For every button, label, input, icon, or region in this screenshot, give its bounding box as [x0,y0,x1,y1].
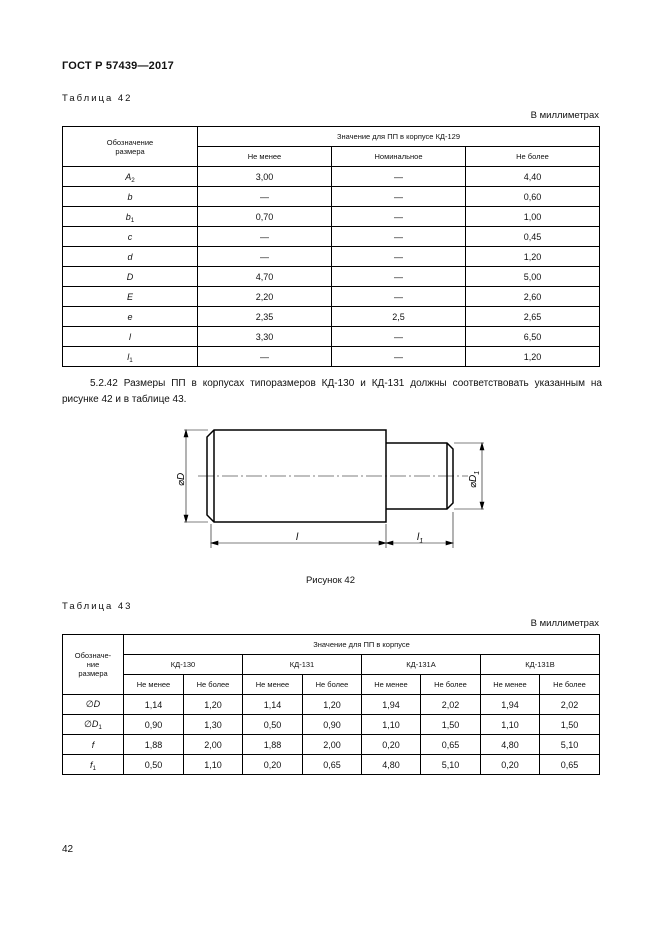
table-row [63,735,600,755]
value-cell-nom: — [332,167,466,187]
value-cell: 0,65 [421,735,481,755]
section-paragraph-5-2-42: 5.2.42 Размеры ПП в корпусах типоразмеров КД-130 и КД-131 должны соответствовать указанным на рисунке 42 и в таблице 43. [62,378,602,405]
figure-42-drawing [170,422,500,552]
table-43-designation-header: Обозначе- ние размера [63,635,124,695]
designation-cell: e [63,307,198,327]
label-length-l: l [296,532,299,543]
table-row [63,207,600,227]
value-cell-min: 2,20 [198,287,332,307]
value-cell-max: 1,00 [466,207,600,227]
value-cell-min: — [198,187,332,207]
value-cell-max: 4,40 [466,167,600,187]
value-cell: 0,50 [124,755,184,775]
designation-cell: c [63,227,198,247]
table-43-units: В миллиметрах [530,618,599,629]
designation-cell: l [63,327,198,347]
value-cell: 1,14 [124,695,184,715]
designation-cell: D [63,267,198,287]
table-43-col-max: Не более [421,675,481,695]
value-cell: 2,02 [540,695,600,715]
label-dia-D1: $⌀D_1$ [468,470,481,488]
table-42-group-header: Значение для ПП в корпусе КД-129 [198,127,600,147]
value-cell-max: 1,20 [466,347,600,367]
table-row [63,695,600,715]
table-43-col-min: Не менее [481,675,540,695]
value-cell-nom: — [332,347,466,367]
value-cell-nom: — [332,207,466,227]
designation-cell: $f_1$ [63,755,124,775]
designation-cell: $A_2$ [63,167,198,187]
value-cell-max: 2,65 [466,307,600,327]
value-cell: 4,80 [481,735,540,755]
table-42 [62,126,600,367]
table-row [63,227,600,247]
value-cell-max: 0,45 [466,227,600,247]
value-cell-nom: — [332,287,466,307]
table-row [63,307,600,327]
value-cell-nom: — [332,267,466,287]
table-42-designation-header: Обозначение размера [63,127,198,167]
designation-cell: f [63,735,124,755]
table-42-col-max: Не более [466,147,600,167]
value-cell-max: 5,00 [466,267,600,287]
table-43-col-max: Не более [540,675,600,695]
table-42-caption: Таблица 42 [62,93,133,104]
value-cell-nom: 2,5 [332,307,466,327]
value-cell: 1,30 [184,715,243,735]
value-cell: 1,88 [243,735,303,755]
designation-cell: $b_1$ [63,207,198,227]
value-cell: 2,02 [421,695,481,715]
value-cell: 1,14 [243,695,303,715]
designation-cell: d [63,247,198,267]
value-cell-max: 1,20 [466,247,600,267]
value-cell-min: — [198,227,332,247]
value-cell: 0,65 [540,755,600,775]
table-row [63,755,600,775]
value-cell-min: 3,30 [198,327,332,347]
value-cell: 1,20 [303,695,362,715]
table-row [63,347,600,367]
label-length-l1: $l_1$ [417,532,424,545]
table-43-package-header: КД-131В [481,655,600,675]
value-cell: 0,50 [243,715,303,735]
table-43-package-header: КД-131А [362,655,481,675]
value-cell: 1,94 [481,695,540,715]
value-cell-min: — [198,247,332,267]
table-43-package-header: КД-130 [124,655,243,675]
value-cell: 2,00 [303,735,362,755]
value-cell: 5,10 [540,735,600,755]
value-cell-max: 6,50 [466,327,600,347]
value-cell: 1,10 [362,715,421,735]
table-row [63,287,600,307]
value-cell: 0,90 [124,715,184,735]
value-cell-nom: — [332,327,466,347]
value-cell-max: 2,60 [466,287,600,307]
value-cell: 4,80 [362,755,421,775]
value-cell: 0,65 [303,755,362,775]
table-43-col-min: Не менее [124,675,184,695]
table-row [63,715,600,735]
table-42-col-nominal: Номинальное [332,147,466,167]
value-cell-max: 0,60 [466,187,600,207]
table-43-col-max: Не более [303,675,362,695]
table-43-col-max: Не более [184,675,243,695]
value-cell: 0,20 [362,735,421,755]
table-42-units: В миллиметрах [530,110,599,121]
value-cell: 1,50 [421,715,481,735]
table-row [63,267,600,287]
table-42-col-min: Не менее [198,147,332,167]
label-dia-D: ⌀D [176,472,187,486]
value-cell-nom: — [332,187,466,207]
designation-cell: ∅D [63,695,124,715]
designation-cell: $\emptyset D_1$ [63,715,124,735]
document-standard-header: ГОСТ Р 57439—2017 [62,60,174,72]
value-cell: 1,20 [184,695,243,715]
table-43 [62,634,600,775]
table-43-group-header: Значение для ПП в корпусе [124,635,600,655]
value-cell: 0,20 [481,755,540,775]
value-cell-nom: — [332,227,466,247]
value-cell: 2,00 [184,735,243,755]
value-cell-nom: — [332,247,466,267]
value-cell: 1,88 [124,735,184,755]
designation-cell: $l_1$ [63,347,198,367]
value-cell-min: 3,00 [198,167,332,187]
designation-cell: E [63,287,198,307]
table-43-package-header: КД-131 [243,655,362,675]
value-cell: 0,20 [243,755,303,775]
figure-42-caption: Рисунок 42 [305,575,356,586]
value-cell: 1,10 [184,755,243,775]
value-cell-min: 0,70 [198,207,332,227]
table-row [63,167,600,187]
value-cell: 0,90 [303,715,362,735]
page-number: 42 [62,844,74,855]
value-cell: 1,50 [540,715,600,735]
value-cell-min: 4,70 [198,267,332,287]
table-row [63,187,600,207]
value-cell: 5,10 [421,755,481,775]
table-43-caption: Таблица 43 [62,601,133,612]
table-43-col-min: Не менее [362,675,421,695]
designation-cell: b [63,187,198,207]
value-cell-min: 2,35 [198,307,332,327]
table-row [63,327,600,347]
value-cell: 1,10 [481,715,540,735]
value-cell: 1,94 [362,695,421,715]
table-43-col-min: Не менее [243,675,303,695]
value-cell-min: — [198,347,332,367]
table-row [63,247,600,267]
